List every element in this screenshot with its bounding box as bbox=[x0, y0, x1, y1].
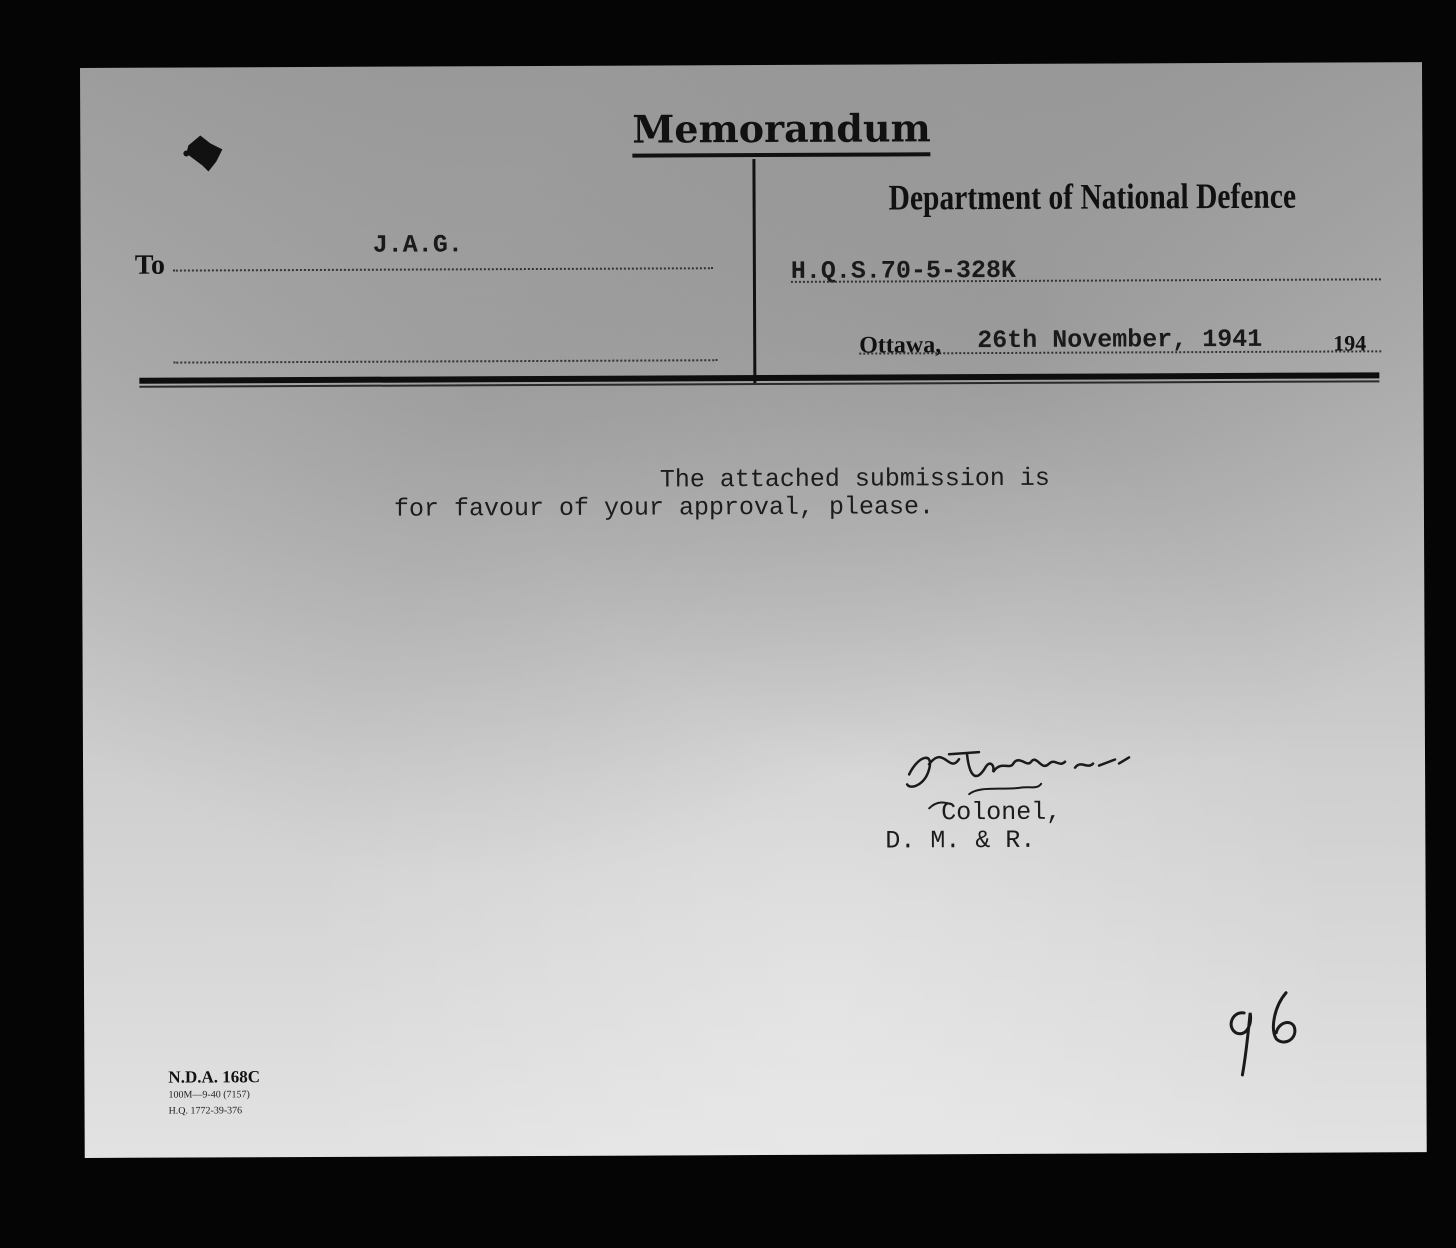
printed-year-suffix: 194 bbox=[1333, 330, 1367, 356]
memorandum-sheet bbox=[80, 62, 1427, 1158]
body-line-2: for favour of your approval, please. bbox=[393, 492, 935, 524]
memo-date: 26th November, 1941 bbox=[977, 324, 1263, 356]
signature-rank: Colonel, bbox=[941, 797, 1062, 828]
department-name: Department of National Defence bbox=[888, 175, 1297, 218]
form-print-line-1: 100M—9-40 (7157) bbox=[168, 1089, 250, 1101]
form-print-line-2: H.Q. 1772-39-376 bbox=[168, 1105, 243, 1117]
form-code: N.D.A. 168C bbox=[168, 1067, 261, 1087]
to-label: To bbox=[134, 249, 166, 281]
header-divider bbox=[752, 159, 756, 383]
ink-blot-icon bbox=[180, 131, 230, 181]
to-recipient: J.A.G. bbox=[372, 230, 463, 260]
to-dotted-line-2 bbox=[173, 359, 717, 363]
handwritten-page-number bbox=[1214, 983, 1314, 1083]
file-number: H.Q.S.70-5-328K bbox=[790, 255, 1017, 286]
signature-unit: D. M. & R. bbox=[885, 825, 1036, 856]
body-line-1: The attached submission is bbox=[659, 463, 1050, 495]
memo-title: Memorandum bbox=[632, 106, 931, 157]
to-dotted-line bbox=[173, 267, 713, 271]
date-city: Ottawa, bbox=[859, 332, 942, 359]
